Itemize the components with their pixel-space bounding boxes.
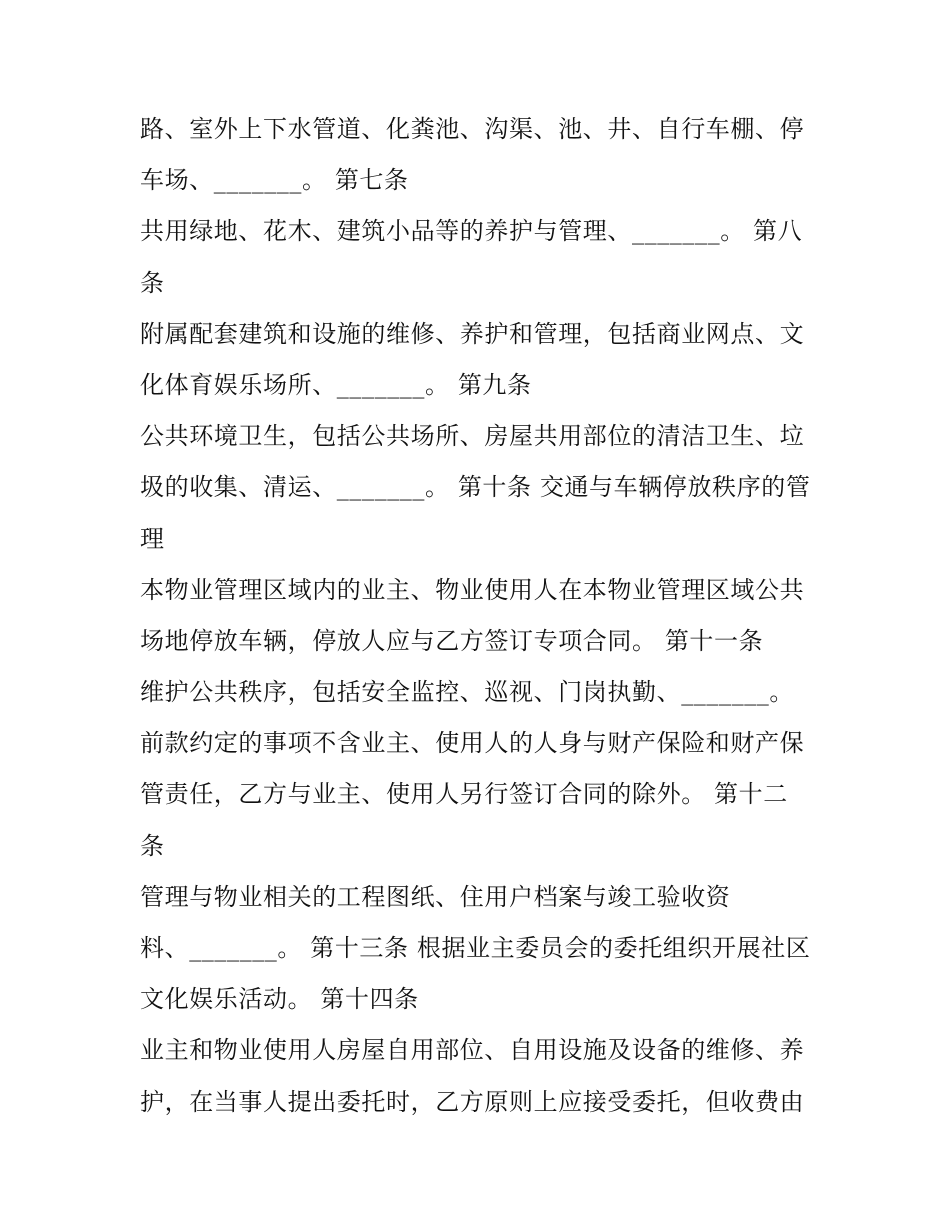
document-body <box>140 104 820 1128</box>
text-line: 共用绿地、花木、建筑小品等的养护与管理、_______。 第八 <box>140 217 803 246</box>
text-line: 文化娱乐活动。 第十四条 <box>140 985 419 1014</box>
text-line: 维护公共秩序，包括安全监控、巡视、门岗执勤、_______。 <box>140 678 794 707</box>
text-line: 本物业管理区域内的业主、物业使用人在本物业管理区域公共 <box>140 575 805 604</box>
text-line: 车场、_______。 第七条 <box>140 166 409 195</box>
text-line: 前款约定的事项不含业主、使用人的人身与财产保险和财产保 <box>140 729 805 758</box>
text-line: 路、室外上下水管道、化粪池、沟渠、池、井、自行车棚、停 <box>140 115 805 143</box>
text-line: 场地停放车辆，停放人应与乙方签订专项合同。 第十一条 <box>140 626 764 655</box>
text-line: 管理与物业相关的工程图纸、住用户档案与竣工验收资 <box>140 882 731 911</box>
text-line: 护，在当事人提出委托时，乙方原则上应接受委托，但收费由 <box>140 1087 805 1116</box>
text-line: 条 <box>140 268 165 297</box>
text-line: 管责任，乙方与业主、使用人另行签订合同的除外。 第十二 <box>140 780 788 809</box>
text-line: 圾的收集、清运、_______。 第十条 交通与车辆停放秩序的管 <box>140 473 811 502</box>
text-line: 业主和物业使用人房屋自用部位、自用设施及设备的维修、养 <box>140 1036 805 1065</box>
text-line: 料、_______。 第十三条 根据业主委员会的委托组织开展社区 <box>140 934 811 962</box>
text-line: 理 <box>140 524 165 553</box>
text-line: 附属配套建筑和设施的维修、养护和管理，包括商业网点、文 <box>140 319 805 348</box>
text-line: 条 <box>140 831 165 860</box>
text-line: 公共环境卫生，包括公共场所、房屋共用部位的清洁卫生、垃 <box>140 422 805 451</box>
text-line: 化体育娱乐场所、_______。 第九条 <box>140 370 532 399</box>
